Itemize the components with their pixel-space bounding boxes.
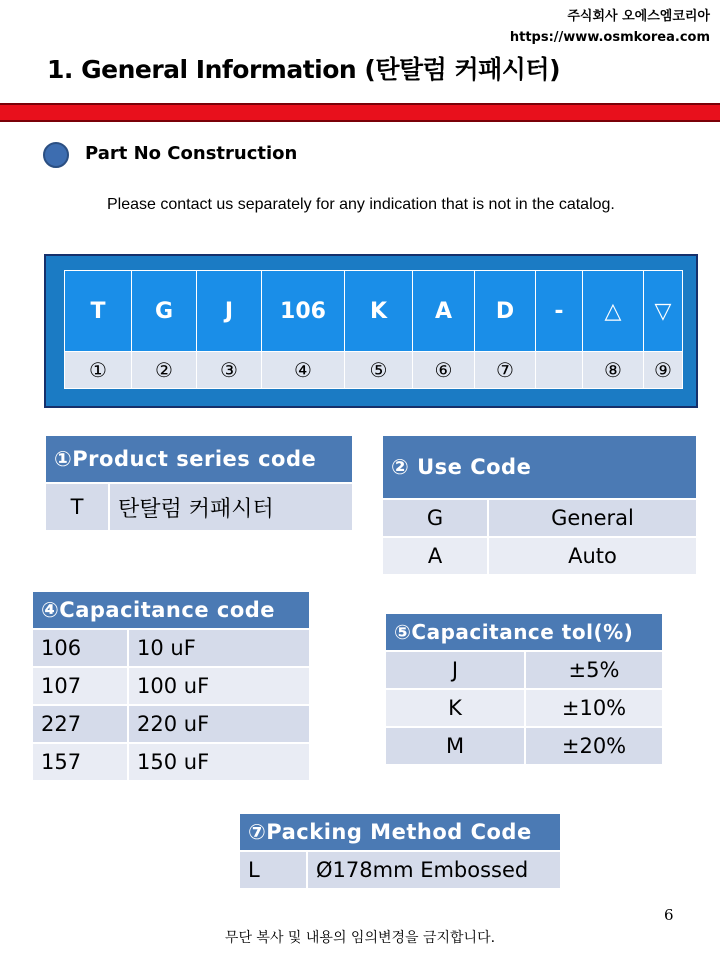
part-code-cell: G (132, 271, 197, 352)
table-header: ⑦Packing Method Code (239, 813, 561, 851)
table-row (382, 499, 697, 537)
part-position-cell: ⑧ (583, 352, 644, 389)
table-row (32, 667, 310, 705)
part-code-cell: - (536, 271, 583, 352)
part-position-cell: ⑥ (413, 352, 475, 389)
part-number-table (64, 270, 683, 389)
section-title: Part No Construction (85, 143, 298, 164)
section-note: Please contact us separately for any indication that is not in the catalog. (107, 196, 615, 213)
table-row (32, 629, 310, 667)
table-row (385, 651, 663, 689)
company-name: 주식회사 오에스엠코리아 (567, 9, 710, 24)
title-divider-bar (0, 103, 720, 122)
table-cell: General (488, 499, 697, 537)
table-row (32, 743, 310, 781)
part-number-diagram (44, 254, 698, 408)
table-row (45, 483, 353, 531)
website-url[interactable]: https://www.osmkorea.com (509, 30, 710, 45)
table-cell: 220 uF (128, 705, 310, 743)
table-cell: 157 (32, 743, 128, 781)
part-code-cell: K (345, 271, 413, 352)
table-cell: 탄탈럼 커패시터 (109, 483, 353, 531)
page-number: 6 (664, 906, 674, 924)
part-code-cell: T (65, 271, 132, 352)
table-cell: ±20% (525, 727, 663, 765)
part-position-cell (536, 352, 583, 389)
table-cell: 150 uF (128, 743, 310, 781)
table-cell: 10 uF (128, 629, 310, 667)
table-cell: A (382, 537, 488, 575)
part-position-cell: ⑦ (475, 352, 536, 389)
use-code-table (381, 434, 698, 576)
table-cell: L (239, 851, 307, 889)
part-position-cell: ③ (197, 352, 262, 389)
part-code-cell: A (413, 271, 475, 352)
table-cell: ±5% (525, 651, 663, 689)
table-cell: 106 (32, 629, 128, 667)
table-cell: M (385, 727, 525, 765)
table-cell: 227 (32, 705, 128, 743)
table-row (382, 537, 697, 575)
table-cell: 107 (32, 667, 128, 705)
table-row (32, 705, 310, 743)
page-title: 1. General Information (탄탈럼 커패시터) (47, 55, 560, 84)
table-cell: ±10% (525, 689, 663, 727)
part-code-cell: ▽ (644, 271, 683, 352)
part-code-cell: 106 (262, 271, 345, 352)
table-cell: K (385, 689, 525, 727)
packing-method-table (238, 812, 562, 890)
part-code-row (65, 271, 683, 352)
table-cell: Auto (488, 537, 697, 575)
part-position-cell: ② (132, 352, 197, 389)
table-header: ①Product series code (45, 435, 353, 483)
capacitance-code-table (31, 590, 311, 782)
table-row (385, 689, 663, 727)
table-row (239, 851, 561, 889)
part-code-cell: △ (583, 271, 644, 352)
table-cell: G (382, 499, 488, 537)
part-position-cell: ⑤ (345, 352, 413, 389)
capacitance-tol-table (384, 612, 664, 766)
table-cell: 100 uF (128, 667, 310, 705)
part-position-cell: ① (65, 352, 132, 389)
table-header: ② Use Code (382, 435, 697, 499)
table-cell: Ø178mm Embossed (307, 851, 561, 889)
section-bullet-icon (43, 142, 69, 168)
part-position-cell: ④ (262, 352, 345, 389)
table-cell: J (385, 651, 525, 689)
product-series-table (44, 434, 354, 532)
table-row (385, 727, 663, 765)
company-header (510, 6, 710, 48)
part-position-row (65, 352, 683, 389)
copyright-notice: 무단 복사 및 내용의 임의변경을 금지합니다. (224, 930, 496, 946)
table-header: ⑤Capacitance tol(%) (385, 613, 663, 651)
table-cell: T (45, 483, 109, 531)
part-position-cell: ⑨ (644, 352, 683, 389)
part-code-cell: D (475, 271, 536, 352)
part-code-cell: J (197, 271, 262, 352)
table-header: ④Capacitance code (32, 591, 310, 629)
